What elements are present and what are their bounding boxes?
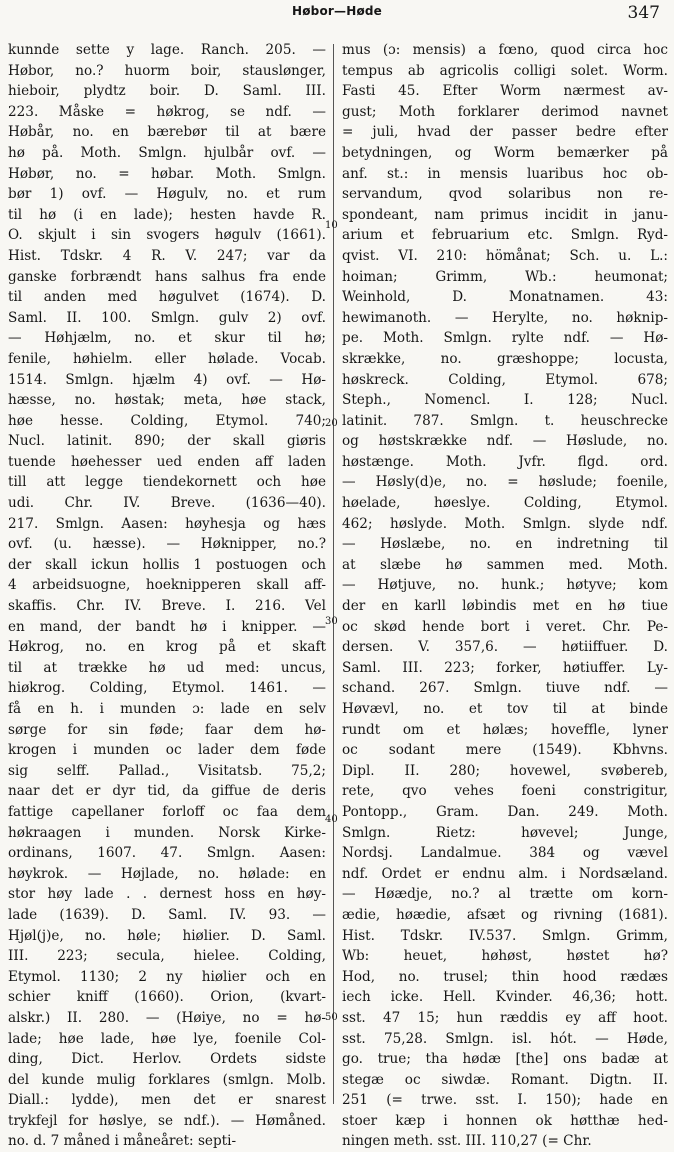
text-line: Høbør, no. = høbar. Moth. Smlgn.: [8, 165, 326, 182]
left-column-line: [8, 1029, 326, 1050]
right-column-line: [342, 926, 668, 947]
left-column-line: [8, 740, 326, 761]
text-line: arium et februarium etc. Smlgn. Ryd-: [342, 227, 668, 244]
text-line: ding, Dict. Herlov. Ordets sidste: [8, 1051, 326, 1068]
left-column-line: [8, 905, 326, 926]
left-column-line: [8, 823, 326, 844]
text-line: latinit. 787. Smlgn. t. heuschrecke: [342, 412, 668, 429]
text-line: — Høslæbe, no. en indretning til: [342, 536, 668, 553]
right-column-line: [342, 699, 668, 720]
text-line: Saml. III. 223; forker, høtiuffer. Ly-: [342, 659, 668, 676]
text-line: ordinans, 1607. 47. Smlgn. Aasen:: [8, 845, 326, 862]
text-line: Fasti 45. Efter Worm nærmest av-: [342, 83, 668, 100]
text-line: spondeant, nam primus incidit in janu-: [342, 206, 668, 223]
text-line: III. 223; secula, hielee. Colding,: [8, 948, 326, 965]
right-column-line: [342, 267, 668, 288]
text-line: ovf. (u. hæsse). — Høknipper, no.?: [8, 536, 326, 553]
left-column-line: [8, 1049, 326, 1070]
text-line: sig selff. Pallad., Visitatsb. 75,2;: [8, 762, 326, 779]
text-line: — Høædje, no.? al trætte om korn-: [342, 886, 668, 903]
right-column-line: [342, 205, 668, 226]
left-column-line: [8, 637, 326, 658]
running-title: Høbor—Høde: [291, 4, 383, 18]
right-column-line: [342, 143, 668, 164]
right-column-line: [342, 555, 668, 576]
left-column-line: [8, 555, 326, 576]
left-column-line: [8, 843, 326, 864]
right-column-line: [342, 1029, 668, 1050]
line-number-10: 10: [325, 220, 338, 231]
text-line: Nordsj. Landalmue. 384 og vævel: [342, 845, 668, 862]
right-column-line: [342, 308, 668, 329]
text-line: 217. Smlgn. Aasen: høyhesja og hæs: [8, 515, 326, 532]
text-line: der skall ickun hollis 1 postuogen och: [8, 556, 326, 573]
left-column-line: [8, 205, 326, 226]
right-column-line: [342, 720, 668, 741]
text-line: iech icke. Hell. Kvinder. 46,36; hott.: [342, 989, 668, 1006]
left-column-line: [8, 143, 326, 164]
left-column-line: [8, 699, 326, 720]
text-line: 4 arbeidsuogne, hoeknipperen skall aff-: [8, 577, 326, 594]
text-line: hæsse, no. høstak; meta, høe stack,: [8, 392, 326, 409]
left-column-line: [8, 472, 326, 493]
right-column-line: [342, 81, 668, 102]
left-column-line: [8, 967, 326, 988]
text-line: tuende høehesser ued enden aff laden: [8, 453, 326, 470]
right-column-line: [342, 61, 668, 82]
line-number-30: 30: [325, 616, 338, 627]
text-line: sst. 75,28. Smlgn. isl. hót. — Høde,: [342, 1030, 668, 1047]
text-line: bør 1) ovf. — Høgulv, no. et rum: [8, 186, 326, 203]
text-line: høykrok. — Højlade, no. hølade: en: [8, 865, 326, 882]
text-line: Saml. II. 100. Smlgn. gulv 2) ovf.: [8, 309, 326, 326]
left-column-line: [8, 225, 326, 246]
right-column-line: [342, 1131, 668, 1152]
right-column-line: [342, 431, 668, 452]
left-column-line: [8, 1111, 326, 1132]
column-divider: [333, 44, 334, 1104]
text-line: til at trække hø ud med: uncus,: [8, 659, 326, 676]
left-column-line: [8, 328, 326, 349]
text-line: en mand, der bandt hø i knipper. —: [8, 618, 326, 635]
right-column-line: [342, 987, 668, 1008]
right-column-line: [342, 1049, 668, 1070]
right-column-line: [342, 184, 668, 205]
right-column-line: [342, 534, 668, 555]
right-column-line: [342, 1008, 668, 1029]
text-line: til hø (i en lade); hesten havde R.: [8, 206, 326, 223]
text-line: trykfejl for høslye, se ndf.). — Hømåned.: [8, 1112, 326, 1129]
text-line: del kunde mulig forklares (smlgn. Molb.: [8, 1071, 326, 1088]
text-line: høkraagen i munden. Norsk Kirke-: [8, 824, 326, 841]
left-column-line: [8, 102, 326, 123]
right-column-line: [342, 802, 668, 823]
text-line: stegæ oc siwdæ. Romant. Digtn. II.: [342, 1071, 668, 1088]
text-line: qvist. VI. 210: hömånat; Sch. u. L.:: [342, 247, 668, 264]
text-line: schier kniff (1660). Orion, (kvart-: [8, 989, 326, 1006]
text-line: tempus ab agricolis colligi solet. Worm.: [342, 62, 668, 79]
left-column-line: [8, 617, 326, 638]
left-column-line: [8, 781, 326, 802]
text-line: Høbor, no.? huorm boir, stauslønger,: [8, 62, 326, 79]
text-line: hiøkrog. Colding, Etymol. 1461. —: [8, 680, 326, 697]
left-column-line: [8, 411, 326, 432]
text-line: 1514. Smlgn. hjælm 4) ovf. — Hø-: [8, 371, 326, 388]
text-line: skrække, no. græshoppe; locusta,: [342, 350, 668, 367]
right-column-line: [342, 658, 668, 679]
text-line: Weinhold, D. Monatnamen. 43:: [342, 289, 668, 306]
text-line: høskreck. Colding, Etymol. 678;: [342, 371, 668, 388]
text-line: stor høy lade . . dernest hoss en høy-: [8, 886, 326, 903]
right-column-line: [342, 493, 668, 514]
right-column-line: [342, 823, 668, 844]
left-column-line: [8, 493, 326, 514]
left-column-line: [8, 1008, 326, 1029]
text-line: få en h. i munden ɔ: lade en selv: [8, 701, 326, 717]
right-column-line: [342, 122, 668, 143]
text-line: till att legge tiendekornett och høe: [8, 474, 326, 491]
left-column-line: [8, 884, 326, 905]
right-column-line: [342, 637, 668, 658]
right-column-line: [342, 390, 668, 411]
text-line: hieboir, plydtz boir. D. Saml. III.: [8, 83, 326, 100]
text-line: mus (ɔ: mensis) a fœno, quod circa hoc: [342, 42, 668, 58]
right-column-line: [342, 1090, 668, 1111]
text-line: gust; Moth forklarer derimod navnet: [342, 103, 668, 120]
left-column-line: [8, 370, 326, 391]
left-column-line: [8, 164, 326, 185]
text-line: anf. st.: in mensis luaribus hoc ob-: [342, 165, 668, 182]
text-line: udi. Chr. IV. Breve. (1636—40).: [8, 495, 326, 512]
left-column-line: [8, 308, 326, 329]
left-column-line: [8, 678, 326, 699]
left-column-line: [8, 122, 326, 143]
text-line: stoer kæp i honnen ok høtthæ hed-: [342, 1112, 668, 1129]
text-line: Pontopp., Gram. Dan. 249. Moth.: [342, 803, 668, 820]
text-line: ædie, høædie, afsæt og rivning (1681).: [342, 906, 668, 923]
right-column-line: [342, 164, 668, 185]
text-line: lade (1639). D. Saml. IV. 93. —: [8, 906, 326, 923]
left-column-line: [8, 1070, 326, 1091]
text-line: fenile, høhielm. eller hølade. Vocab.: [8, 350, 326, 367]
left-column-line: [8, 61, 326, 82]
right-column-line: [342, 514, 668, 535]
right-column-line: [342, 864, 668, 885]
text-line: servandum, qvod solaribus non re-: [342, 186, 668, 203]
left-column-line: [8, 452, 326, 473]
left-column-line: [8, 658, 326, 679]
right-column-line: [342, 843, 668, 864]
left-column-line: [8, 802, 326, 823]
text-line: høelade, høeslye. Colding, Etymol.: [342, 495, 668, 512]
text-line: fattige capellaner forloff oc faa dem: [8, 803, 326, 820]
text-line: Steph., Nomencl. I. 128; Nucl.: [342, 392, 668, 409]
line-number-40: 40: [325, 814, 338, 825]
text-line: go. true; tha hødæ [the] ons badæ at: [342, 1051, 668, 1068]
left-column-line: [8, 81, 326, 102]
left-column-line: [8, 575, 326, 596]
left-column: [8, 40, 326, 1152]
text-line: 251 (= trwe. sst. I. 150); hade en: [342, 1092, 668, 1109]
right-column-line: [342, 905, 668, 926]
text-line: der en karll løbindis met en hø tiue: [342, 598, 668, 615]
right-column-line: [342, 575, 668, 596]
right-column-line: [342, 287, 668, 308]
text-line: oc skød hende bort i veret. Chr. Pe-: [342, 618, 668, 635]
right-column-line: [342, 781, 668, 802]
left-column-line: [8, 287, 326, 308]
text-line: schand. 267. Smlgn. tiuve ndf. —: [342, 680, 668, 697]
text-line: lade; høe lade, høe lye, foenile Col-: [8, 1030, 326, 1047]
text-line: — Høtjuve, no. hunk.; høtyve; kom: [342, 577, 668, 594]
right-column-line: [342, 967, 668, 988]
text-line: Nucl. latinit. 890; der skall giøris: [8, 433, 326, 450]
right-column-line: [342, 884, 668, 905]
left-column-line: [8, 40, 326, 61]
text-line: Høkrog, no. en krog på et skaft: [8, 639, 326, 656]
text-line: rundt om et hølæs; hoveffle, lyner: [342, 721, 668, 738]
left-column-line: [8, 431, 326, 452]
text-line: og høstskrække ndf. — Høslude, no.: [342, 433, 668, 450]
text-line: hø på. Moth. Smlgn. hjulbår ovf. —: [8, 144, 326, 161]
text-line: ganske forbrændt hans salhus fra ende: [8, 268, 326, 285]
left-column-line: [8, 926, 326, 947]
text-line: Smlgn. Rietz: høvevel; Junge,: [342, 824, 668, 841]
text-line: Etymol. 1130; 2 ny hiølier och en: [8, 968, 326, 985]
right-column-line: [342, 678, 668, 699]
left-column-line: [8, 184, 326, 205]
right-column-line: [342, 472, 668, 493]
text-line: = juli, hvad der passer bedre efter: [342, 124, 668, 141]
text-line: Wb: heuet, høhøst, høstet hø?: [342, 948, 668, 965]
text-line: naar det er dyr tid, da giffue de deris: [8, 783, 326, 800]
text-line: 462; høslyde. Moth. Smlgn. slyde ndf.: [342, 515, 668, 532]
text-line: ndf. Ordet er endnu alm. i Nordsæland.: [342, 865, 668, 882]
right-column-line: [342, 246, 668, 267]
text-line: krogen i munden oc lader dem føde: [8, 742, 326, 759]
left-column-line: [8, 390, 326, 411]
text-line: høe hesse. Colding, Etymol. 740;: [8, 412, 326, 429]
text-line: Hist. Tdskr. IV.537. Smlgn. Grimm,: [342, 927, 668, 944]
right-column-line: [342, 761, 668, 782]
right-column-line: [342, 102, 668, 123]
text-line: O. skjult i sin svogers høgulv (1661).: [8, 227, 326, 244]
text-line: høstænge. Moth. Jvfr. flgd. ord.: [342, 453, 668, 470]
text-line: — Høhjælm, no. et skur til hø;: [8, 330, 326, 347]
text-line: Høbår, no. en bærebør til at bære: [8, 124, 326, 141]
text-line: no. d. 7 måned i måneåret: septi-: [8, 1133, 237, 1150]
text-line: hoiman; Grimm, Wb.: heumonat;: [342, 268, 668, 285]
text-line: til anden med høgulvet (1674). D.: [8, 289, 326, 306]
text-line: Hjøl(j)e, no. høle; hiølier. D. Saml.: [8, 927, 326, 944]
right-column-line: [342, 40, 668, 61]
text-line: alskr.) II. 280. — (Høiye, no = hø-: [8, 1009, 326, 1026]
right-column-line: [342, 1070, 668, 1091]
right-column: [342, 40, 668, 1152]
page-number: 347: [627, 3, 660, 23]
page-header: [0, 4, 674, 24]
left-column-line: [8, 514, 326, 535]
text-line: at slæbe hø sammen med. Moth.: [342, 556, 668, 573]
left-column-line: [8, 720, 326, 741]
text-line: betydningen, og Worm bemærker på: [342, 144, 668, 161]
line-number-50: 50: [325, 1012, 338, 1023]
right-column-line: [342, 617, 668, 638]
text-line: kunnde sette y lage. Ranch. 205. —: [8, 42, 326, 58]
left-column-line: [8, 864, 326, 885]
left-column-line: [8, 987, 326, 1008]
text-line: dersen. V. 357,6. — høtiiffuer. D.: [342, 639, 668, 656]
right-column-line: [342, 328, 668, 349]
left-column-line: [8, 596, 326, 617]
text-line: Dipl. II. 280; hovewel, svøbereb,: [342, 762, 668, 779]
text-line: sst. 47 15; hun ræddis ey aff hoot.: [342, 1009, 668, 1026]
text-line: skaffis. Chr. IV. Breve. I. 216. Vel: [8, 598, 326, 615]
text-line: oc sodant mere (1549). Kbhvns.: [342, 742, 668, 759]
right-column-line: [342, 740, 668, 761]
text-line: 223. Måske = høkrog, se ndf. —: [8, 103, 326, 120]
right-column-line: [342, 946, 668, 967]
text-line: sørge for sin føde; faar dem hø-: [8, 721, 326, 738]
left-column-line: [8, 534, 326, 555]
left-column-line: [8, 761, 326, 782]
right-column-line: [342, 370, 668, 391]
text-line: pe. Moth. Smlgn. rylte ndf. — Hø-: [342, 330, 668, 347]
text-line: hewimanoth. — Herylte, no. høknip-: [342, 309, 668, 326]
right-column-line: [342, 452, 668, 473]
text-line: ningen meth. sst. III. 110,27 (= Chr.: [342, 1133, 592, 1150]
right-column-line: [342, 349, 668, 370]
left-column-line: [8, 946, 326, 967]
left-column-line: [8, 1131, 326, 1152]
left-column-line: [8, 1090, 326, 1111]
text-line: Hod, no. trusel; thin hood rædæs: [342, 968, 668, 985]
right-column-line: [342, 411, 668, 432]
right-column-line: [342, 225, 668, 246]
left-column-line: [8, 349, 326, 370]
text-line: — Høsly(d)e, no. = høslude; foenile,: [342, 474, 668, 491]
text-line: rete, qvo vehes foeni constrigitur,: [342, 783, 668, 800]
text-line: Diall.: lydde), men det er snarest: [8, 1092, 326, 1109]
right-column-line: [342, 596, 668, 617]
text-line: Høvævl, no. et tov til at binde: [342, 701, 668, 717]
left-column-line: [8, 267, 326, 288]
right-column-line: [342, 1111, 668, 1132]
text-line: Hist. Tdskr. 4 R. V. 247; var da: [8, 247, 326, 264]
left-column-line: [8, 246, 326, 267]
line-number-20: 20: [325, 418, 338, 429]
